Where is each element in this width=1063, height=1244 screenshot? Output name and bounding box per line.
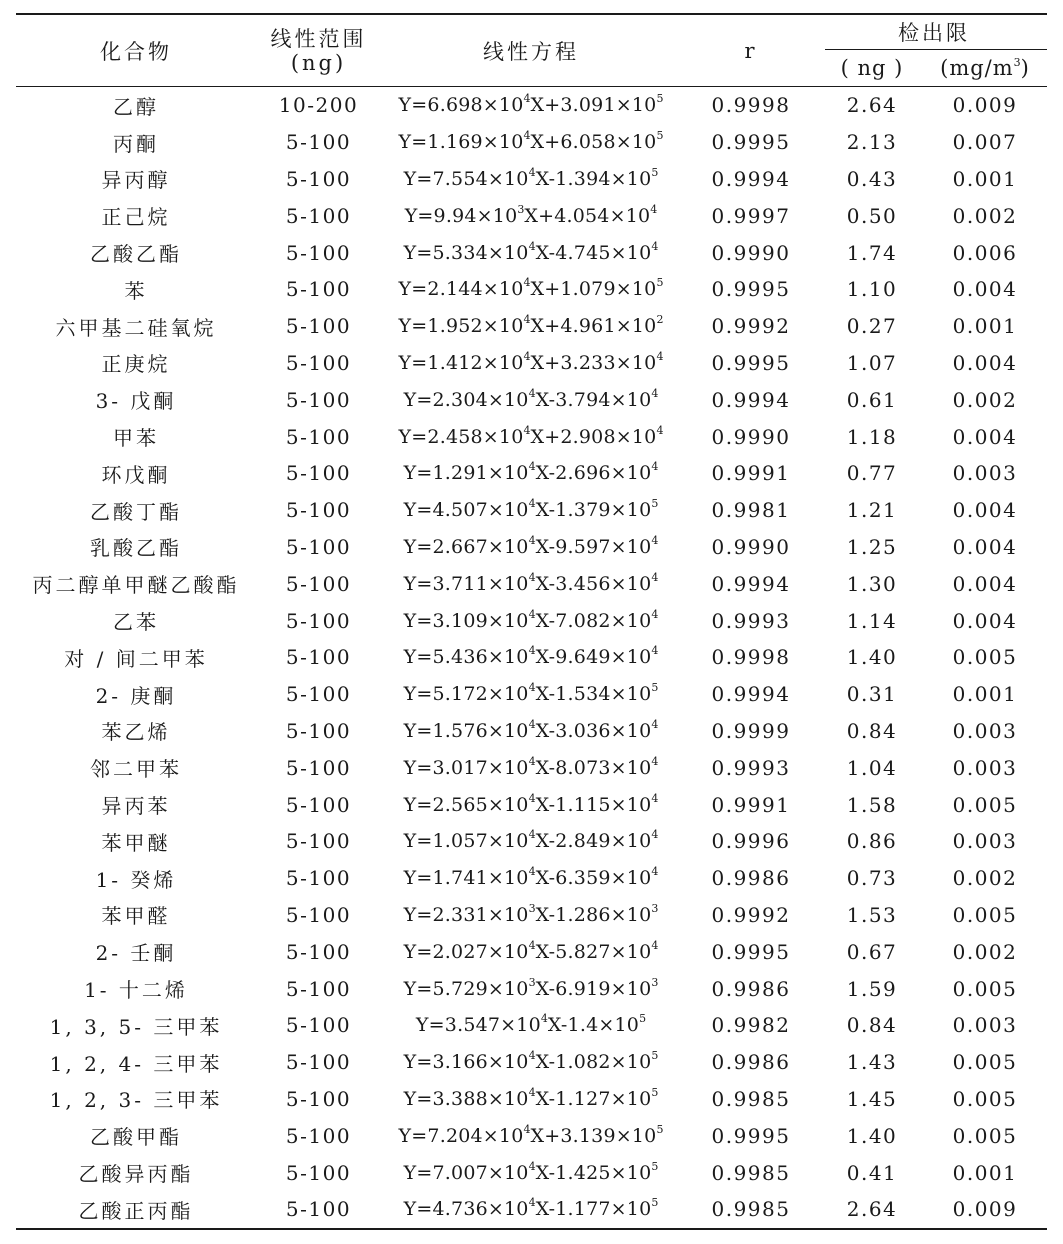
linear-range: 5-100 <box>285 902 352 927</box>
detection-limit-ng: 2.64 <box>846 1197 898 1222</box>
table-row <box>16 529 1047 566</box>
compound-name: 乙酸丁酯 <box>90 499 182 524</box>
correlation-r: 0.9985 <box>711 1197 791 1222</box>
correlation-r: 0.9998 <box>711 645 791 670</box>
table-row <box>16 639 1047 676</box>
detection-limit-mg-m3: 0.003 <box>952 829 1018 854</box>
compound-name: 乙酸异丙酯 <box>78 1162 194 1186</box>
detection-limit-mg-m3: 0.005 <box>952 1123 1018 1148</box>
detection-limit-ng: 0.27 <box>846 314 898 339</box>
table-row <box>16 970 1047 1007</box>
compound-name: 乙酸甲酯 <box>90 1125 182 1150</box>
table-row <box>16 345 1047 382</box>
compound-name: 乙酸乙酯 <box>90 242 182 267</box>
header-r: r <box>744 38 758 63</box>
linear-equation: $Y=2.304\times 10^4X-3.794\times 10^4$ <box>403 386 659 411</box>
compound-name: 苯 <box>124 278 148 303</box>
table-row <box>16 87 1047 124</box>
table-row <box>16 933 1047 970</box>
detection-limit-mg-m3: 0.005 <box>952 976 1018 1001</box>
compound-name: 乙酸正丙酯 <box>78 1198 194 1223</box>
correlation-r: 0.9981 <box>711 498 791 523</box>
linear-equation: $Y=3.388\times 10^4X-1.127\times 10^5$ <box>403 1085 659 1110</box>
table-row <box>16 124 1047 161</box>
detection-limit-ng: 1.74 <box>846 240 898 265</box>
detection-limit-ng: 1.30 <box>846 571 898 596</box>
linear-equation: $Y=6.698\times 10^4X+3.091\times 10^5$ <box>398 92 664 117</box>
correlation-r: 0.9982 <box>711 1013 791 1038</box>
detection-limit-ng: 1.45 <box>846 1086 898 1111</box>
detection-limit-mg-m3: 0.005 <box>952 792 1018 817</box>
linear-equation: $Y=7.554\times 10^4X-1.394\times 10^5$ <box>403 165 659 190</box>
compound-name: 苯甲醛 <box>101 904 171 929</box>
header-compound: 化合物 <box>100 39 172 64</box>
correlation-r: 0.9993 <box>711 608 791 633</box>
linear-equation: $Y=2.331\times 10^3X-1.286\times 10^3$ <box>403 901 659 926</box>
detection-limit-ng: 0.31 <box>846 682 898 707</box>
correlation-r: 0.9986 <box>711 866 791 891</box>
linear-range: 5-100 <box>285 608 352 633</box>
detection-limit-ng: 1.10 <box>846 277 898 302</box>
table-row <box>16 1044 1047 1081</box>
detection-limit-mg-m3: 0.002 <box>952 387 1018 412</box>
linear-range: 5-100 <box>285 1160 352 1185</box>
linear-range: 5-100 <box>285 976 352 1001</box>
detection-limit-mg-m3: 0.007 <box>952 130 1018 155</box>
table-row <box>16 786 1047 823</box>
linear-equation: $Y=2.667\times 10^4X-9.597\times 10^4$ <box>403 533 659 558</box>
detection-limit-mg-m3: 0.004 <box>952 534 1018 559</box>
correlation-r: 0.9995 <box>711 130 791 155</box>
detection-limit-mg-m3: 0.001 <box>952 1160 1018 1185</box>
detection-limit-ng: 1.59 <box>846 976 898 1001</box>
detection-limit-mg-m3: 0.003 <box>952 461 1018 486</box>
detection-limit-mg-m3: 0.002 <box>952 939 1018 964</box>
detection-limit-ng: 1.07 <box>846 350 898 375</box>
correlation-r: 0.9995 <box>711 1123 791 1148</box>
detection-limit-ng: 1.43 <box>846 1050 898 1075</box>
linear-range: 5-100 <box>285 534 352 559</box>
detection-limit-ng: 1.40 <box>846 1123 898 1148</box>
linear-equation: $Y=5.172\times 10^4X-1.534\times 10^5$ <box>403 681 659 706</box>
linear-equation: $Y=5.436\times 10^4X-9.649\times 10^4$ <box>403 644 659 669</box>
header-detection-limit-label: 检出限 <box>898 21 970 45</box>
compound-name: 乳酸乙酯 <box>90 536 182 561</box>
linear-equation: $Y=1.291\times 10^4X-2.696\times 10^4$ <box>403 460 659 485</box>
compound-name: 异丙苯 <box>101 794 171 819</box>
linear-equation: $Y=7.204\times 10^4X+3.139\times 10^5$ <box>398 1122 664 1147</box>
table-row <box>16 1007 1047 1044</box>
detection-limit-ng: 1.21 <box>846 498 898 523</box>
linear-equation: $Y=3.166\times 10^4X-1.082\times 10^5$ <box>403 1049 659 1074</box>
correlation-r: 0.9992 <box>711 314 791 339</box>
correlation-r: 0.9996 <box>711 829 791 854</box>
linear-equation: $Y=1.169\times 10^4X+6.058\times 10^5$ <box>398 129 664 154</box>
compound-name: 1, 3, 5- 三甲苯 <box>49 1014 223 1039</box>
correlation-r: 0.9993 <box>711 755 791 780</box>
detection-limit-ng: 1.25 <box>846 534 898 559</box>
table-row <box>16 1081 1047 1118</box>
linear-equation: $Y=7.007\times 10^4X-1.425\times 10^5$ <box>403 1159 659 1184</box>
compound-name: 2- 庚酮 <box>95 683 177 708</box>
correlation-r: 0.9995 <box>711 939 791 964</box>
table-row <box>16 602 1047 639</box>
table-row <box>16 197 1047 234</box>
linear-equation: $Y=5.334\times 10^4X-4.745\times 10^4$ <box>403 239 659 264</box>
header-linear-range-label: 线性范围 <box>270 26 367 51</box>
table-row <box>16 897 1047 934</box>
linear-equation: $Y=4.507\times 10^4X-1.379\times 10^5$ <box>403 497 659 522</box>
linear-equation: $Y=3.547\times 10^4X-1.4\times 10^5$ <box>415 1012 647 1037</box>
compound-name: 乙苯 <box>113 610 159 635</box>
compound-name: 2- 壬酮 <box>95 941 177 966</box>
compound-name: 甲苯 <box>113 426 159 451</box>
linear-equation: $Y=1.412\times 10^4X+3.233\times 10^4$ <box>398 349 664 374</box>
linear-range: 5-100 <box>285 387 352 412</box>
linear-range: 5-100 <box>285 203 352 228</box>
linear-equation: $Y=1.057\times 10^4X-2.849\times 10^4$ <box>403 828 659 853</box>
linear-range: 5-100 <box>285 1197 352 1222</box>
detection-limit-ng: 1.14 <box>846 608 898 633</box>
compound-name: 1, 2, 3- 三甲苯 <box>49 1088 223 1113</box>
compound-name: 邻二甲苯 <box>90 757 182 782</box>
header-detection-limit <box>821 14 1047 49</box>
compound-name: 环戊酮 <box>101 462 171 487</box>
detection-limit-mg-m3: 0.001 <box>952 166 1018 191</box>
table-row <box>16 676 1047 713</box>
detection-limit-mg-m3: 0.009 <box>952 93 1018 118</box>
detection-limit-mg-m3: 0.005 <box>952 1050 1018 1075</box>
table-row <box>16 1154 1047 1191</box>
correlation-r: 0.9991 <box>711 792 791 817</box>
compound-name: 3- 戊酮 <box>95 389 177 414</box>
linear-range: 5-100 <box>285 1050 352 1075</box>
detection-limit-ng: 0.86 <box>846 829 898 854</box>
table-row <box>16 234 1047 271</box>
detection-limit-mg-m3: 0.001 <box>952 682 1018 707</box>
correlation-r: 0.9998 <box>711 93 791 118</box>
linear-equation: $Y=1.952\times 10^4X+4.961\times 10^2$ <box>398 313 664 338</box>
table-row <box>16 418 1047 455</box>
linear-equation: $Y=3.017\times 10^4X-8.073\times 10^4$ <box>403 754 659 779</box>
linear-equation: $Y=2.458\times 10^4X+2.908\times 10^4$ <box>398 423 664 448</box>
table-header <box>16 14 1047 87</box>
linear-range: 5-100 <box>285 792 352 817</box>
detection-limit-mg-m3: 0.005 <box>952 902 1018 927</box>
detection-limit-ng: 1.04 <box>846 755 898 780</box>
linear-range: 5-100 <box>285 1123 352 1148</box>
detection-limit-ng: 0.41 <box>846 1160 898 1185</box>
detection-limit-ng: 0.77 <box>846 461 898 486</box>
table-row <box>16 492 1047 529</box>
compound-name: 丙二醇单甲醚乙酸酯 <box>32 573 240 598</box>
detection-limit-mg-m3: 0.004 <box>952 350 1018 375</box>
header-unit-mg-m3: $(mg/m^3)$ <box>940 55 1030 80</box>
linear-range: 5-100 <box>285 461 352 486</box>
linear-equation: $Y=1.576\times 10^4X-3.036\times 10^4$ <box>403 717 659 742</box>
table-row <box>16 713 1047 750</box>
detection-limit-mg-m3: 0.002 <box>952 866 1018 891</box>
compound-name: 正己烷 <box>101 205 171 230</box>
linear-range: 5-100 <box>285 498 352 523</box>
correlation-r: 0.9997 <box>711 203 791 228</box>
linear-range: 5-100 <box>285 755 352 780</box>
linear-range: 5-100 <box>285 571 352 596</box>
detection-limit-mg-m3: 0.004 <box>952 498 1018 523</box>
correlation-r: 0.9990 <box>711 534 791 559</box>
detection-limit-mg-m3: 0.004 <box>952 277 1018 302</box>
detection-limit-mg-m3: 0.003 <box>952 718 1018 743</box>
data-table-container <box>16 13 1047 1230</box>
correlation-r: 0.9990 <box>711 424 791 449</box>
compound-name: 丙酮 <box>113 131 159 156</box>
table-row <box>16 565 1047 602</box>
linear-range: 5-100 <box>285 350 352 375</box>
correlation-r: 0.9985 <box>711 1160 791 1185</box>
table-row <box>16 271 1047 308</box>
linear-range: 5-100 <box>285 240 352 265</box>
linear-range: 5-100 <box>285 718 352 743</box>
detection-limit-ng: 1.40 <box>846 645 898 670</box>
linear-equation: $Y=4.736\times 10^4X-1.177\times 10^5$ <box>403 1196 659 1221</box>
detection-limit-ng: 0.73 <box>846 866 898 891</box>
detection-limit-mg-m3: 0.005 <box>952 645 1018 670</box>
linear-range: 5-100 <box>285 1013 352 1038</box>
correlation-r: 0.9986 <box>711 1050 791 1075</box>
detection-limit-ng: 0.84 <box>846 718 898 743</box>
detection-limit-mg-m3: 0.002 <box>952 203 1018 228</box>
detection-limit-ng: 2.13 <box>846 130 898 155</box>
header-row-1 <box>16 14 1047 49</box>
correlation-r: 0.9999 <box>711 718 791 743</box>
linear-range: 5-100 <box>285 166 352 191</box>
detection-limit-mg-m3: 0.003 <box>952 1013 1018 1038</box>
linear-equation: $Y=2.027\times 10^4X-5.827\times 10^4$ <box>403 938 659 963</box>
linear-range: 5-100 <box>285 829 352 854</box>
header-linear-range-unit: (ng) <box>290 50 347 75</box>
linear-equation: $Y=5.729\times 10^3X-6.919\times 10^3$ <box>403 975 659 1000</box>
detection-limit-mg-m3: 0.005 <box>952 1086 1018 1111</box>
correlation-r: 0.9995 <box>711 277 791 302</box>
linearity-detection-limit-table <box>16 13 1047 1230</box>
linear-equation: $Y=3.109\times 10^4X-7.082\times 10^4$ <box>403 607 659 632</box>
linear-range: 5-100 <box>285 424 352 449</box>
header-unit-ng: ( ng ) <box>840 55 904 80</box>
correlation-r: 0.9994 <box>711 682 791 707</box>
table-row <box>16 860 1047 897</box>
linear-range: 5-100 <box>285 682 352 707</box>
compound-name: 1, 2, 4- 三甲苯 <box>49 1051 223 1076</box>
correlation-r: 0.9994 <box>711 166 791 191</box>
table-row <box>16 308 1047 345</box>
linear-equation: $Y=2.565\times 10^4X-1.115\times 10^4$ <box>403 791 659 816</box>
detection-limit-mg-m3: 0.004 <box>952 571 1018 596</box>
compound-name: 对 / 间二甲苯 <box>64 646 208 671</box>
correlation-r: 0.9991 <box>711 461 791 486</box>
detection-limit-mg-m3: 0.004 <box>952 608 1018 633</box>
compound-name: 异丙醇 <box>101 168 171 193</box>
table-row <box>16 1191 1047 1229</box>
detection-limit-mg-m3: 0.003 <box>952 755 1018 780</box>
table-body <box>16 87 1047 1229</box>
compound-name: 1- 癸烯 <box>95 867 177 892</box>
correlation-r: 0.9992 <box>711 902 791 927</box>
detection-limit-ng: 0.67 <box>846 939 898 964</box>
detection-limit-ng: 0.61 <box>846 387 898 412</box>
detection-limit-mg-m3: 0.004 <box>952 424 1018 449</box>
compound-name: 六甲基二硅氧烷 <box>55 315 217 340</box>
table-row <box>16 823 1047 860</box>
linear-equation: $Y=1.741\times 10^4X-6.359\times 10^4$ <box>403 865 659 890</box>
header-linear-range <box>256 14 381 87</box>
correlation-r: 0.9990 <box>711 240 791 265</box>
table-row <box>16 455 1047 492</box>
table-row <box>16 381 1047 418</box>
linear-equation: $Y=2.144\times 10^4X+1.079\times 10^5$ <box>398 276 664 301</box>
table-row <box>16 749 1047 786</box>
correlation-r: 0.9994 <box>711 387 791 412</box>
linear-range: 5-100 <box>285 277 352 302</box>
correlation-r: 0.9995 <box>711 350 791 375</box>
detection-limit-ng: 0.43 <box>846 166 898 191</box>
correlation-r: 0.9985 <box>711 1086 791 1111</box>
detection-limit-ng: 1.18 <box>846 424 898 449</box>
compound-name: 苯甲醚 <box>101 830 171 855</box>
detection-limit-mg-m3: 0.009 <box>952 1197 1018 1222</box>
compound-name: 1- 十二烯 <box>84 978 188 1003</box>
correlation-r: 0.9986 <box>711 976 791 1001</box>
linear-range: 5-100 <box>285 130 352 155</box>
detection-limit-ng: 2.64 <box>846 93 898 118</box>
table-row <box>16 161 1047 198</box>
compound-name: 苯乙烯 <box>101 720 171 745</box>
table-row <box>16 1117 1047 1154</box>
linear-range: 5-100 <box>285 314 352 339</box>
linear-range: 10-200 <box>278 93 359 118</box>
detection-limit-ng: 1.58 <box>846 792 898 817</box>
compound-name: 乙醇 <box>113 94 159 119</box>
detection-limit-ng: 0.84 <box>846 1013 898 1038</box>
linear-range: 5-100 <box>285 645 352 670</box>
header-linear-equation: 线性方程 <box>483 39 579 64</box>
detection-limit-mg-m3: 0.006 <box>952 240 1018 265</box>
compound-name: 正庚烷 <box>101 352 171 377</box>
detection-limit-mg-m3: 0.001 <box>952 314 1018 339</box>
detection-limit-ng: 1.53 <box>846 902 898 927</box>
linear-range: 5-100 <box>285 866 352 891</box>
detection-limit-ng: 0.50 <box>846 203 898 228</box>
linear-equation: $Y=3.711\times 10^4X-3.456\times 10^4$ <box>403 570 659 595</box>
linear-equation: $Y=9.94\times 10^3X+4.054\times 10^4$ <box>404 202 658 227</box>
linear-range: 5-100 <box>285 1086 352 1111</box>
linear-range: 5-100 <box>285 939 352 964</box>
correlation-r: 0.9994 <box>711 571 791 596</box>
